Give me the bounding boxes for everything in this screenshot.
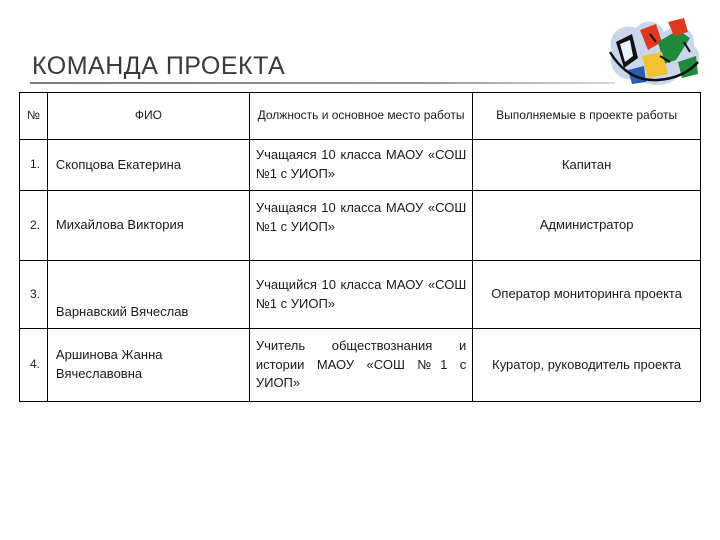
title-underline [30,82,615,84]
table-header-row [20,93,701,140]
row-position: Учащаяся 10 класса МАОУ «СОШ №1 с УИОП» [249,140,472,191]
row-name: Варнавский Вячеслав [47,261,249,329]
row-position: Учащаяся 10 класса МАОУ «СОШ №1 с УИОП» [249,191,472,261]
slide-title: КОМАНДА ПРОЕКТА [32,52,286,80]
table-row [20,261,701,329]
row-role: Оператор мониторинга проекта [473,261,701,329]
table-row [20,140,701,191]
header-name: ФИО [47,93,249,140]
table-row [20,191,701,261]
row-name: Михайлова Виктория [47,191,249,261]
row-role: Куратор, руководитель проекта [473,329,701,402]
project-team-table [19,92,701,402]
row-role: Капитан [473,140,701,191]
row-role: Администратор [473,191,701,261]
graffiti-logo-icon [598,12,708,92]
row-name: Аршинова Жанна Вячеславовна [47,329,249,402]
row-position: Учащийся 10 класса МАОУ «СОШ №1 с УИОП» [249,261,472,329]
row-position: Учитель обществознания и истории МАОУ «СОШ №1 с УИОП» [249,329,472,402]
header-num: № [20,93,48,140]
row-num: 1. [20,140,48,191]
table-row [20,329,701,402]
row-num: 3. [20,261,48,329]
header-position: Должность и основное место работы [249,93,472,140]
row-num: 2. [20,191,48,261]
row-num: 4. [20,329,48,402]
header-role: Выполняемые в проекте работы [473,93,701,140]
row-name: Скопцова Екатерина [47,140,249,191]
